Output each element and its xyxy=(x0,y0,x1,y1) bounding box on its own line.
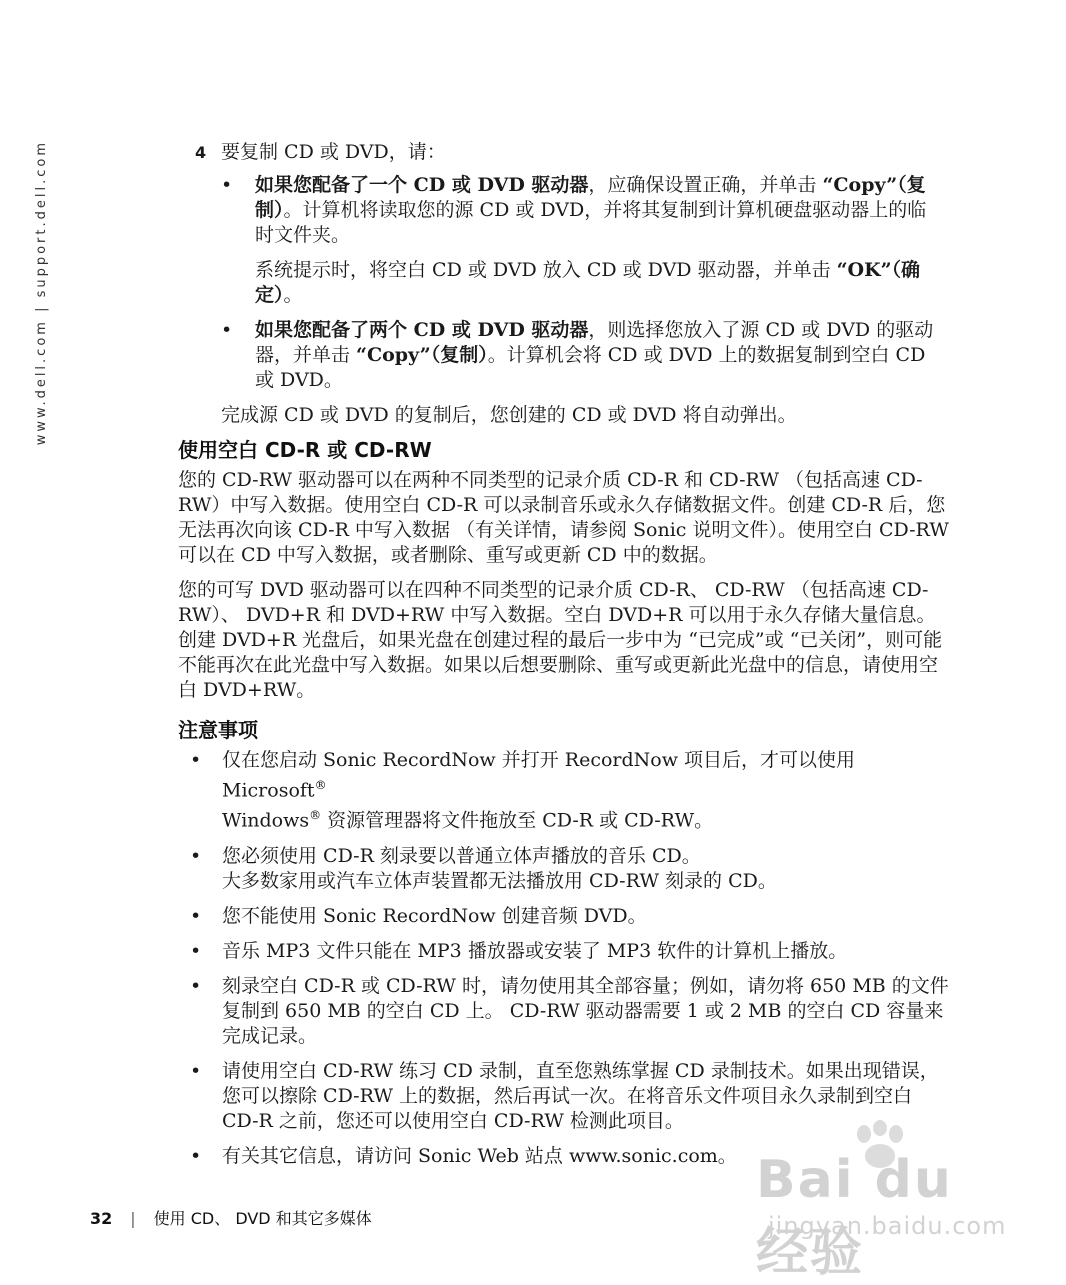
baidu-watermark xyxy=(756,1120,1007,1283)
section-title-notes: 注意事项 xyxy=(178,718,258,742)
list-item xyxy=(190,748,952,834)
note-text: 资源管理器将文件拖放至 CD-R 或 CD-RW。 xyxy=(321,809,714,832)
note-text: 有关其它信息，请访问 Sonic Web 站点 www.sonic.com。 xyxy=(222,1144,737,1167)
bullet-icon: • xyxy=(190,904,202,927)
step-bullet-list xyxy=(221,173,935,393)
bullet-note xyxy=(255,258,935,308)
chapter-title: 使用 CD、 DVD 和其它多媒体 xyxy=(153,1209,372,1228)
bullet-icon: • xyxy=(190,939,202,962)
bullet-text: ，应确保设置正确，并单击 xyxy=(588,174,823,196)
bullet-icon: • xyxy=(221,319,233,341)
bullet-icon: • xyxy=(190,844,202,867)
page-number: 32 xyxy=(90,1209,113,1228)
section-title-blank-cd: 使用空白 CD-R 或 CD-RW xyxy=(178,438,432,462)
note-text: 您不能使用 Sonic RecordNow 创建音频 DVD。 xyxy=(222,904,647,927)
note-text: 您必须使用 CD-R 刻录要以普通立体声播放的音乐 CD。 xyxy=(222,844,701,867)
page-footer xyxy=(90,1206,372,1229)
step-number: 4 xyxy=(195,143,207,162)
bullet-icon: • xyxy=(190,1144,202,1167)
list-item xyxy=(190,904,952,929)
paragraph: 您的 CD-RW 驱动器可以在两种不同类型的记录介质 CD-R 和 CD-RW （包括高速 CD-RW）中写入数据。使用空白 CD-R 可以录制音乐或永久存储数据文件。创建 CD-R 后，您无法再次向该 CD-R 中写入数据 （有关详情，请参阅 Sonic 说明文件）。使用空白 CD-RW 可以在 CD 中写入数据，或者删除、重写或更新 CD 中的数据。 xyxy=(178,469,949,566)
step-4 xyxy=(195,140,935,428)
bullet-icon: • xyxy=(190,1059,202,1082)
paragraph: 您的可写 DVD 驱动器可以在四种不同类型的记录介质 CD-R、 CD-RW （包括高速 CD-RW）、 DVD+R 和 DVD+RW 中写入数据。空白 DVD+R 可以用于永久存储大量信息。创建 DVD+R 光盘后，如果光盘在创建过程的最后一步中为 “已完成”或 “已关闭”，则可能不能再次在此光盘中写入数据。如果以后想要删除、重写或更新此光盘中的信息，请使用空白 DVD+RW。 xyxy=(178,579,943,701)
note-bold: “OK”（确定） xyxy=(255,259,921,306)
bullet-text: 。计算机会将 CD 或 DVD 上的数据复制到空白 CD 或 DVD。 xyxy=(255,344,926,391)
note-text: Windows xyxy=(222,809,310,832)
list-item xyxy=(221,318,935,393)
bullet-icon: • xyxy=(190,974,202,997)
bullet-bold: 如果您配备了两个 CD 或 DVD 驱动器 xyxy=(255,319,589,341)
step-after-text: 完成源 CD 或 DVD 的复制后，您创建的 CD 或 DVD 将自动弹出。 xyxy=(221,404,797,426)
note-text: 仅在您启动 Sonic RecordNow 并打开 RecordNow 项目后，才可以使用 Microsoft xyxy=(222,749,856,802)
note-text: 音乐 MP3 文件只能在 MP3 播放器或安装了 MP3 软件的计算机上播放。 xyxy=(222,939,848,962)
list-item xyxy=(190,974,952,1049)
note-text: 大多数家用或汽车立体声装置都无法播放用 CD-RW 刻录的 CD。 xyxy=(222,869,777,892)
bullet-text: ，则选择您放入了源 CD 或 DVD 的驱动器，并单击 xyxy=(255,319,934,366)
section-blank-cd-body xyxy=(178,468,953,713)
bullet-bold: “Copy”（复制） xyxy=(356,344,488,366)
notes-list xyxy=(190,748,952,1179)
bullet-bold: 如果您配备了一个 CD 或 DVD 驱动器 xyxy=(255,174,589,196)
watermark-url: jingyan.baidu.com xyxy=(768,1212,1007,1240)
bullet-icon: • xyxy=(221,174,233,196)
side-url: www.dell.com | support.dell.com xyxy=(34,140,49,446)
registered-mark: ® xyxy=(309,808,322,823)
registered-mark: ® xyxy=(314,778,327,792)
note-text: 。 xyxy=(283,284,303,306)
step-intro-text: 要复制 CD 或 DVD，请： xyxy=(221,141,446,163)
list-item xyxy=(221,173,935,308)
list-item xyxy=(190,844,952,894)
step-intro xyxy=(195,140,935,165)
watermark-logo: Bai du 经验 xyxy=(756,1150,953,1283)
note-text: 请使用空白 CD-RW 练习 CD 录制，直至您熟练掌握 CD 录制技术。如果出现错误，您可以擦除 CD-RW 上的数据，然后再试一次。在将音乐文件项目永久录制到空白 CD-R 之前，您还可以使用空白 CD-RW 检测此项目。 xyxy=(222,1059,939,1132)
note-text: 系统提示时，将空白 CD 或 DVD 放入 CD 或 DVD 驱动器，并单击 xyxy=(255,259,837,281)
note-text: 刻录空白 CD-R 或 CD-RW 时，请勿使用其全部容量；例如，请勿将 650 MB 的文件复制到 650 MB 的空白 CD 上。 CD-RW 驱动器需要 1 或 2 MB 的空白 CD 容量来完成记录。 xyxy=(222,974,949,1047)
bullet-text: 。计算机将读取您的源 CD 或 DVD，并将其复制到计算机硬盘驱动器上的临时文件夹。 xyxy=(255,199,927,246)
list-item xyxy=(190,939,952,964)
bullet-bold: “Copy”（复制） xyxy=(255,174,926,221)
footer-separator: | xyxy=(130,1209,136,1228)
bullet-icon: • xyxy=(190,749,202,771)
